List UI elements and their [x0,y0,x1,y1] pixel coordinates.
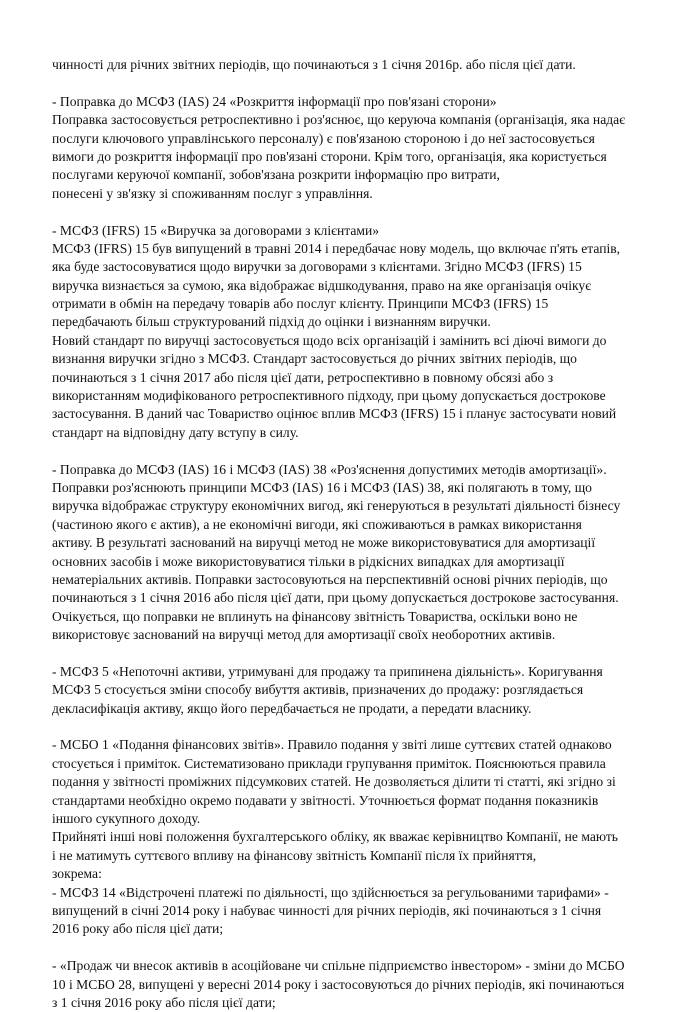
text-line: Поправка застосовується ретроспективно і роз'яснює, що керуюча компанія (організація, яка надає [52,112,626,128]
text-line: використанням модифікованого ретроспективного підходу, при цьому допускається дострокове [52,388,606,404]
paragraph [52,736,648,938]
text-line: застосування. В даний час Товариство оцінює вплив МСФЗ (IFRS) 15 і планує застосувати новий [52,406,617,422]
text-line: декласифікація активу, якщо його передбачається не продати, а передати власнику. [52,700,532,716]
paragraph-gap [52,718,648,736]
text-line: - МСФЗ 5 «Непоточні активи, утримувані для продажу та припинена діяльність». Коригування [52,663,603,679]
text-line: стосується і приміток. Систематизовано приклади групування приміток. Пояснюються правила [52,755,606,771]
text-line: і не матимуть суттєвого впливу на фінансову звітність Компанії після їх прийняття, [52,847,537,863]
text-line: стандарт на відповідну дату вступу в силу. [52,424,299,440]
text-line: - МСФЗ (IFRS) 15 «Виручка за договорами з клієнтами» [52,222,380,238]
text-line: іншого сукупного доходу. [52,811,201,827]
text-line: виручка відображає структуру економічних вигод, які генеруються в результаті діяльності бізнесу [52,498,621,514]
text-line: починаються з 1 січня 2017 або після цієї дати, ретроспективно в повному обсязі або з [52,369,554,385]
paragraph-gap [52,645,648,663]
text-line: Очікується, що поправки не вплинуть на фінансову звітність Товариства, оскільки воно не [52,608,578,624]
paragraph-gap [52,74,648,92]
text-line: випущений в січні 2014 року і набуває чинності для річних періодів, які починаються з 1 січня [52,902,602,918]
paragraph [52,461,648,645]
text-line: чинності для річних звітних періодів, що починаються з 1 січня 2016р. або після цієї дати. [52,57,576,72]
text-line: вимоги до розкриття інформації про пов'язані сторони. Крім того, організація, яка користується [52,148,607,164]
text-line: починаються з 1 січня 2016 або після цієї дати, при цьому допускається дострокове застосування. [52,590,619,606]
paragraph [52,957,648,1012]
text-line: - МСБО 1 «Подання фінансових звітів». Правило подання у звіті лише суттєвих статей однаково [52,737,612,753]
text-line: Поправки роз'яснюють принципи МСФЗ (IAS) 16 і МСФЗ (IAS) 38, які полягають в тому, що [52,479,592,495]
paragraph-gap [52,939,648,957]
text-line: Новий стандарт по виручці застосовується щодо всіх організацій і замінить всі діючі вимоги до [52,332,607,348]
text-line: використовує заснований на виручці метод для амортизації своїх необоротних активів. [52,627,556,643]
text-line: МСФЗ (IFRS) 15 був випущений в травні 2014 і передбачає нову модель, що включає п'ять етапів, [52,240,621,256]
text-line: (частиною якого є актив), а не економічні вигоди, які споживаються в рамках використання [52,516,582,532]
text-line: 2016 року або після цієї дати; [52,921,224,937]
text-line: послуги ключового управлінського персоналу) є пов'язаною стороною і до неї застосовується [52,130,595,146]
paragraph [52,56,648,74]
text-line: основних засобів і може використовуватися тільки в рідкісних випадках для амортизації [52,553,565,569]
text-line: - МСФЗ 14 «Відстрочені платежі по діяльності, що здійснюється за регульованими тарифами» - [52,884,609,900]
text-line: понесені у зв'язку зі споживанням послуг з управління. [52,185,373,201]
text-line: передбачають більш структурований підхід до оцінки і визнанням виручки. [52,314,491,330]
text-line: - Поправка до МСФЗ (IAS) 16 і МСФЗ (IAS) 38 «Роз'яснення допустимих методів амортизації». [52,461,607,477]
text-line: - «Продаж чи внесок активів в асоційоване чи спільне підприємство інвестором» - зміни до МСБО [52,958,625,974]
text-line: визнання виручки згідно з МСФЗ. Стандарт застосовується до річних звітних періодів, що [52,351,577,367]
paragraph [52,222,648,443]
text-line: подання у звітності проміжних підсумкових статей. Не дозволяється ділити ті статті, які згідно зі [52,774,616,790]
text-line: зокрема: [52,866,102,882]
text-line: 10 і МСБО 28, випущені у вересні 2014 року і застосовуються до річних періодів, які починаються [52,976,625,992]
text-line: МСФЗ 5 стосується зміни способу вибуття активів, призначених до продажу: розглядається [52,682,584,698]
text-line: нематеріальних активів. Поправки застосовуються на перспективній основі річних періодів, що [52,571,608,587]
text-line: Прийняті інші нові положення бухгалтерського обліку, як вважає керівництво Компанії, не мають [52,829,618,845]
paragraph-gap [52,442,648,460]
text-line: активу. В результаті заснований на виручці метод не може використовуватися для амортизації [52,535,596,551]
text-line: з 1 січня 2016 року або після цієї дати; [52,994,276,1010]
text-line: яка буде застосовуватися щодо виручки за договорами з клієнтами. Згідно МСФЗ (IFRS) 15 [52,259,582,275]
paragraph [52,663,648,718]
text-line: - Поправка до МСФЗ (IAS) 24 «Розкриття інформації про пов'язані сторони» [52,93,497,109]
text-line: послугами керуючої компанії, зобов'язана розкрити інформацію про витрати, [52,167,500,183]
paragraph [52,93,648,203]
paragraph-gap [52,203,648,221]
text-line: стандартами необхідно окремо подавати у звітності. Уточнюється формат подання показників [52,792,599,808]
text-line: отримати в обмін на передачу товарів або послуг клієнту. Принципи МСФЗ (IFRS) 15 [52,296,549,312]
text-line: виручка визнається за сумою, яка відображає відшкодування, право на яке організація очікує [52,277,592,293]
